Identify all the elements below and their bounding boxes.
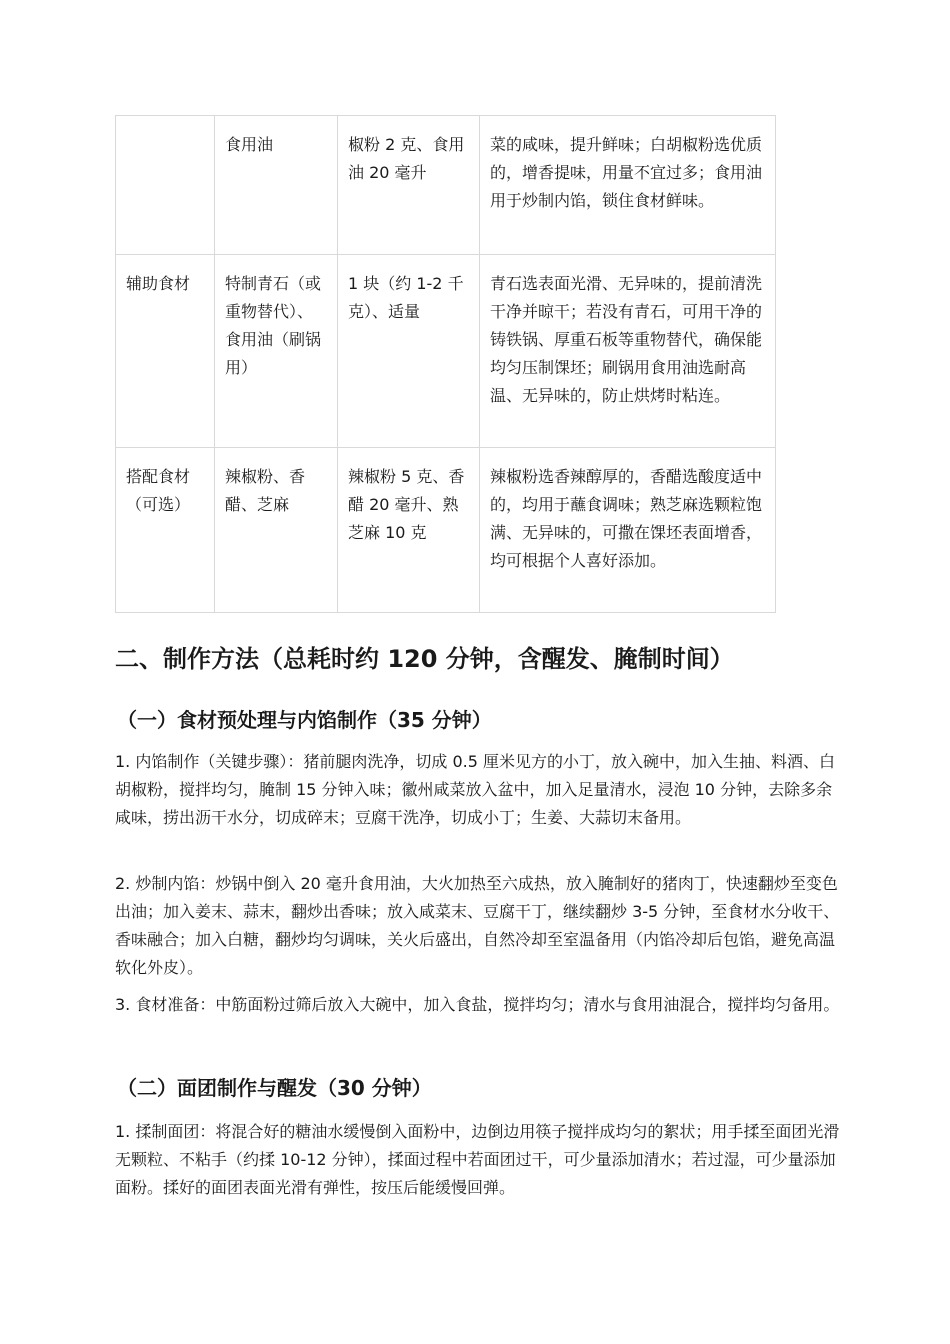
table-cell-note: 青石选表面光滑、无异味的，提前清洗干净并晾干；若没有青石，可用干净的铸铁锅、厚重石板等重物替代，确保能均匀压制馃坯；刷锅用食用油选耐高温、无异味的，防止烘烤时粘连。 <box>480 255 776 448</box>
table-cell-amount: 椒粉 2 克、食用油 20 毫升 <box>338 116 480 255</box>
table-cell-amount: 1 块（约 1-2 千克）、适量 <box>338 255 480 448</box>
section-heading: 二、制作方法（总耗时约 120 分钟，含醒发、腌制时间） <box>115 645 734 673</box>
table-cell-category: 搭配食材（可选） <box>116 448 215 613</box>
subsection-heading: （二）面团制作与醒发（30 分钟） <box>117 1076 432 1100</box>
paragraph: 1. 内馅制作（关键步骤）：猪前腿肉洗净，切成 0.5 厘米见方的小丁，放入碗中，加入生抽、料酒、白胡椒粉，搅拌均匀，腌制 15 分钟入味；徽州咸菜放入盆中，加入足量清水，浸泡 10 分钟，去除多余咸味，捞出沥干水分，切成碎末；豆腐干洗净，切成小丁；生姜、大蒜切末备用。 <box>115 752 835 827</box>
table-row <box>116 255 776 448</box>
paragraph: 2. 炒制内馅：炒锅中倒入 20 毫升食用油，大火加热至六成热，放入腌制好的猪肉丁，快速翻炒至变色出油；加入姜末、蒜末，翻炒出香味；放入咸菜末、豆腐干丁，继续翻炒 3-5 分钟，至食材水分收干、香味融合；加入白糖，翻炒均匀调味，关火后盛出，自然冷却至室温备用（内馅冷却后包馅，避免高温软化外皮）。 <box>115 874 840 977</box>
table-cell-amount: 辣椒粉 5 克、香醋 20 毫升、熟芝麻 10 克 <box>338 448 480 613</box>
subsection-heading: （一）食材预处理与内馅制作（35 分钟） <box>117 708 492 732</box>
table-cell-note: 辣椒粉选香辣醇厚的，香醋选酸度适中的，均用于蘸食调味；熟芝麻选颗粒饱满、无异味的，可撒在馃坯表面增香，均可根据个人喜好添加。 <box>480 448 776 613</box>
table-cell-name: 特制青石（或重物替代）、食用油（刷锅用） <box>215 255 338 448</box>
table-cell-category <box>116 116 215 255</box>
table-row <box>116 116 776 255</box>
table-cell-name: 食用油 <box>215 116 338 255</box>
ingredients-table <box>115 115 776 613</box>
table-row <box>116 448 776 613</box>
table-cell-name: 辣椒粉、香醋、芝麻 <box>215 448 338 613</box>
table-cell-category: 辅助食材 <box>116 255 215 448</box>
table-cell-note: 菜的咸味，提升鲜味；白胡椒粉选优质的，增香提味，用量不宜过多；食用油用于炒制内馅，锁住食材鲜味。 <box>480 116 776 255</box>
paragraph: 1. 揉制面团：将混合好的糖油水缓慢倒入面粉中，边倒边用筷子搅拌成均匀的絮状；用手揉至面团光滑无颗粒、不粘手（约揉 10-12 分钟），揉面过程中若面团过干，可少量添加清水；若过湿，可少量添加面粉。揉好的面团表面光滑有弹性，按压后能缓慢回弹。 <box>115 1122 840 1197</box>
paragraph: 3. 食材准备：中筋面粉过筛后放入大碗中，加入食盐，搅拌均匀；清水与食用油混合，搅拌均匀备用。 <box>115 995 840 1014</box>
